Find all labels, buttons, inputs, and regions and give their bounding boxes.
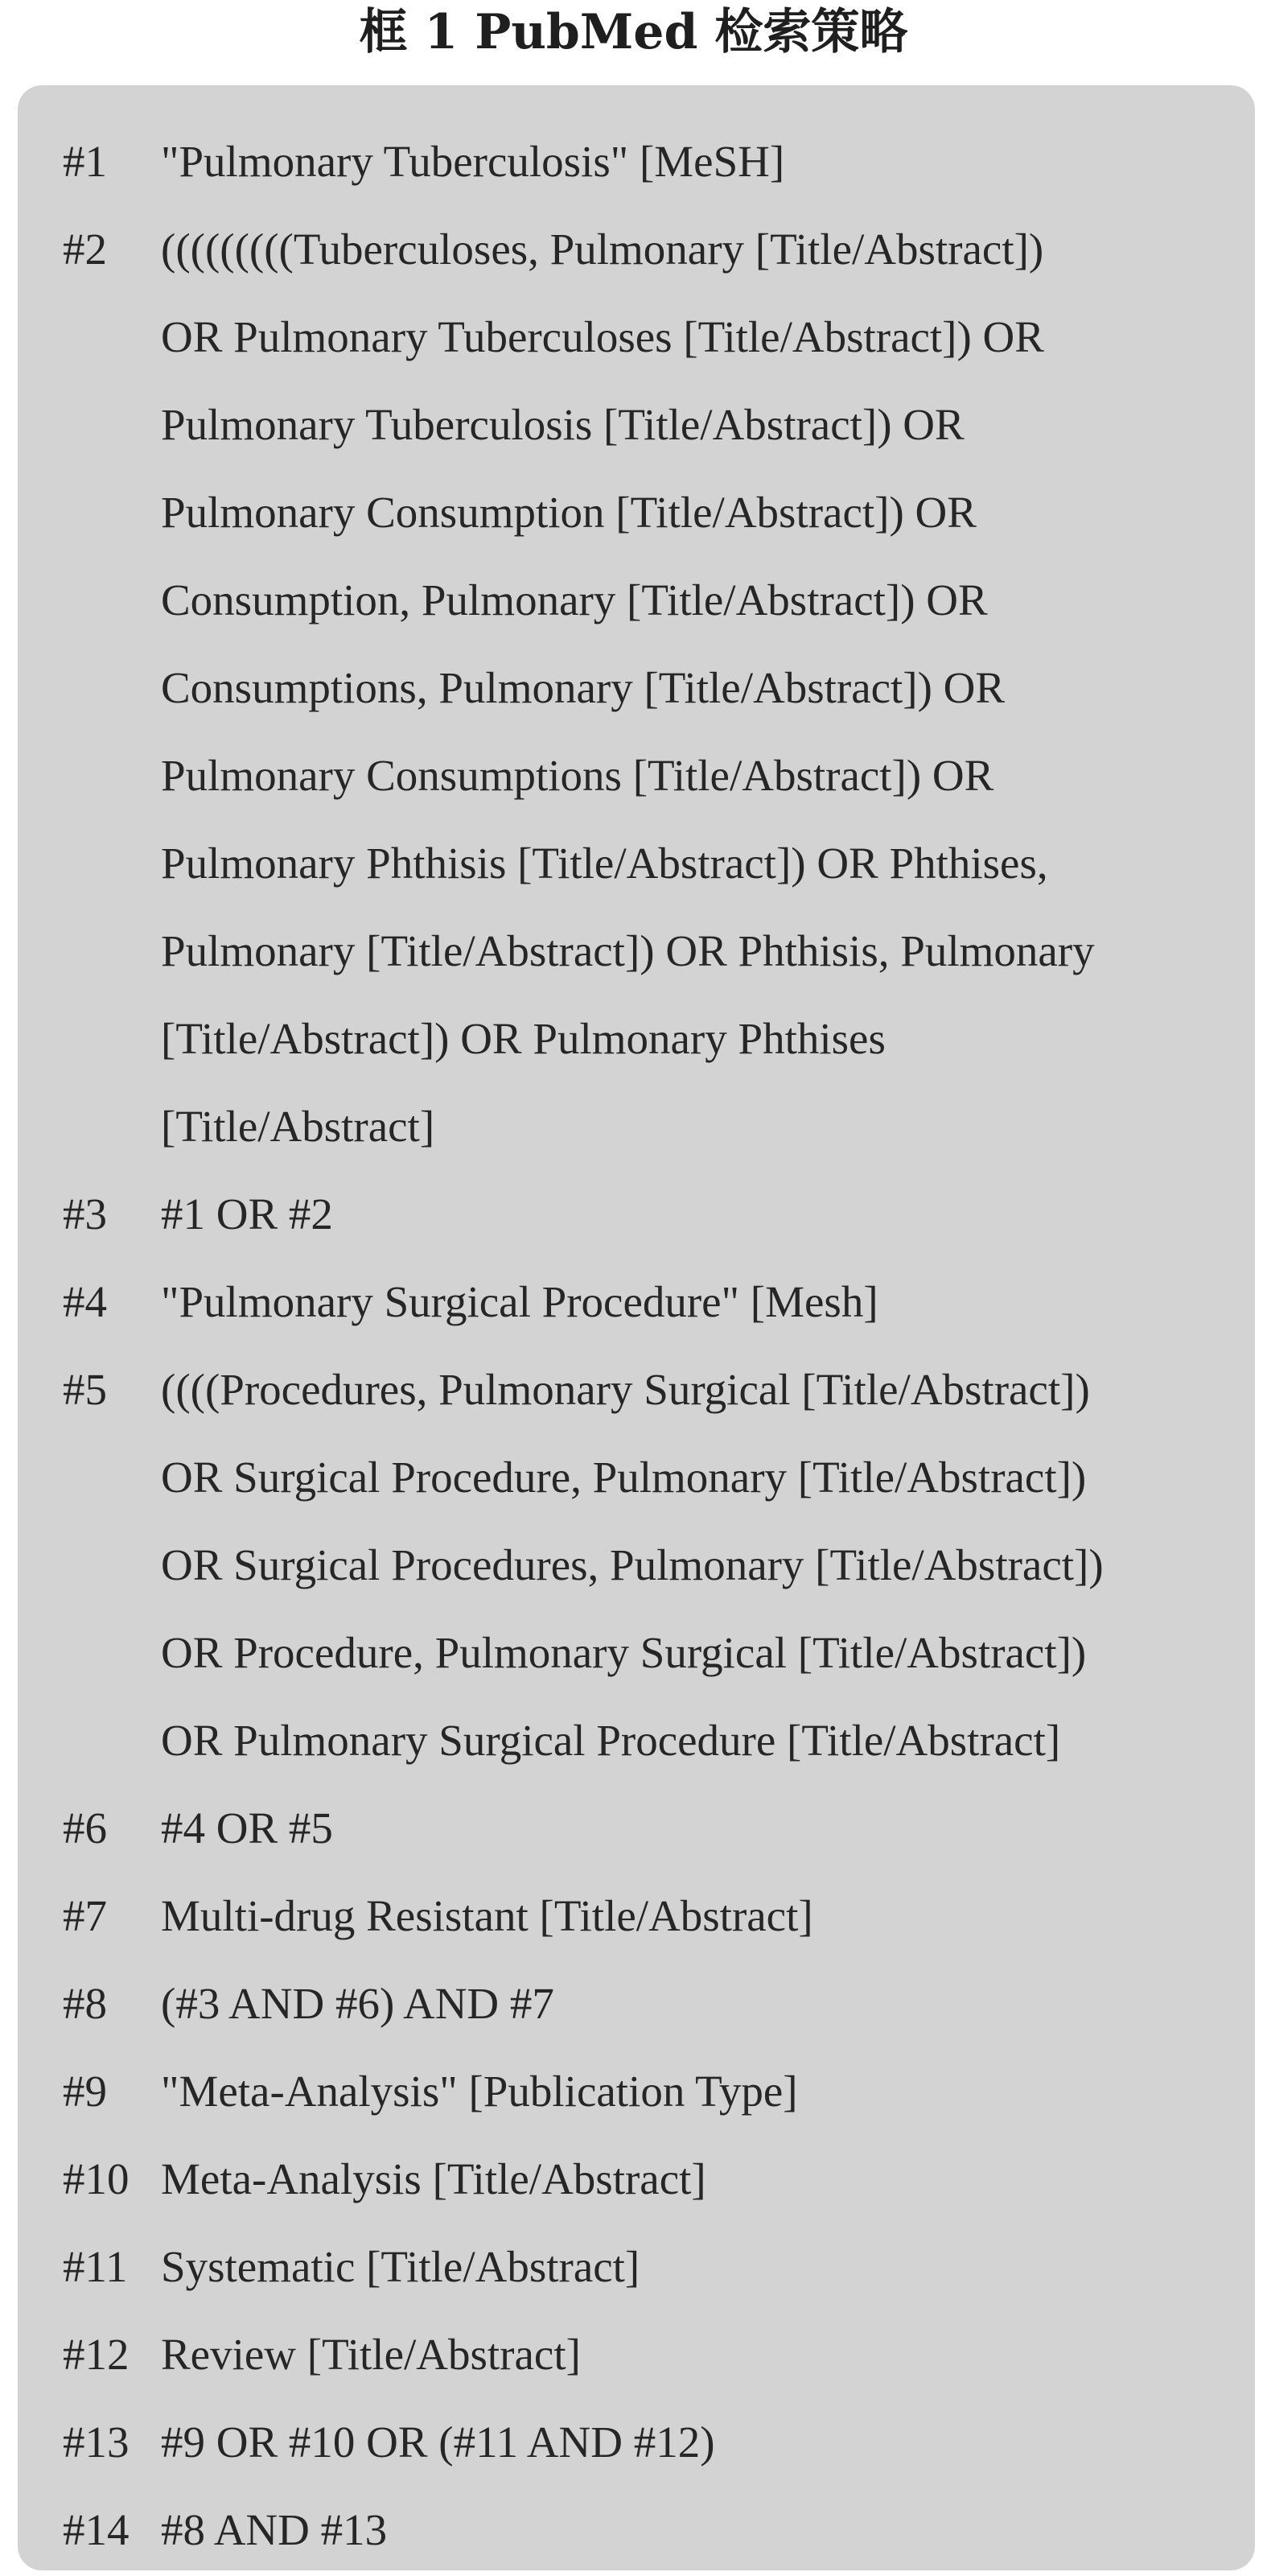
query-line: Meta-Analysis [Title/Abstract] xyxy=(161,2154,706,2203)
query-line: (((((((((Tuberculoses, Pulmonary [Title/Abstract]) xyxy=(161,225,1044,274)
step-number: #12 xyxy=(63,2330,130,2379)
box-title: 框 1 PubMed 检索策略 xyxy=(359,4,908,60)
search-step xyxy=(63,2310,1237,2398)
step-number: #8 xyxy=(63,1979,107,2028)
search-step xyxy=(63,2486,1237,2574)
step-query xyxy=(161,1872,1237,1960)
query-line: "Meta-Analysis" [Publication Type] xyxy=(161,2067,798,2116)
query-line: Pulmonary Consumption [Title/Abstract]) OR xyxy=(161,488,977,537)
query-line: Pulmonary [Title/Abstract]) OR Phthisis, Pulmonary xyxy=(161,926,1095,975)
search-step xyxy=(63,1960,1237,2047)
step-number: #6 xyxy=(63,1803,107,1853)
query-line: Review [Title/Abstract] xyxy=(161,2330,581,2379)
query-line: ((((Procedures, Pulmonary Surgical [Title/Abstract]) xyxy=(161,1365,1090,1414)
query-line: [Title/Abstract] xyxy=(161,1102,435,1151)
search-step xyxy=(63,2223,1237,2310)
query-line: OR Surgical Procedures, Pulmonary [Title/Abstract]) xyxy=(161,1540,1104,1589)
query-line: #9 OR #10 OR (#11 AND #12) xyxy=(161,2417,715,2467)
query-line: "Pulmonary Surgical Procedure" [Mesh] xyxy=(161,1277,878,1326)
query-line: Multi-drug Resistant [Title/Abstract] xyxy=(161,1891,813,1940)
step-number: #1 xyxy=(63,137,107,186)
query-line: Pulmonary Tuberculosis [Title/Abstract]) OR xyxy=(161,400,965,449)
step-number: #3 xyxy=(63,1189,107,1239)
step-number: #13 xyxy=(63,2417,130,2467)
step-query xyxy=(161,2223,1237,2310)
step-number: #2 xyxy=(63,225,107,274)
query-line: OR Pulmonary Tuberculoses [Title/Abstract]) OR xyxy=(161,312,1044,361)
step-number: #14 xyxy=(63,2505,130,2554)
query-line: Consumption, Pulmonary [Title/Abstract]) OR xyxy=(161,575,988,624)
search-step xyxy=(63,1872,1237,1960)
query-line: Systematic [Title/Abstract] xyxy=(161,2242,640,2291)
step-query xyxy=(161,117,1237,205)
step-query xyxy=(161,1960,1237,2047)
query-line: OR Procedure, Pulmonary Surgical [Title/Abstract]) xyxy=(161,1628,1087,1677)
query-line: OR Surgical Procedure, Pulmonary [Title/Abstract]) xyxy=(161,1453,1087,1502)
step-query xyxy=(161,2486,1237,2574)
step-query xyxy=(161,1258,1237,1346)
query-line: Consumptions, Pulmonary [Title/Abstract]) OR xyxy=(161,663,1006,712)
query-line: #4 OR #5 xyxy=(161,1803,333,1853)
search-step xyxy=(63,2398,1237,2486)
step-number: #4 xyxy=(63,1277,107,1326)
query-line: [Title/Abstract]) OR Pulmonary Phthises xyxy=(161,1014,886,1063)
query-line: #8 AND #13 xyxy=(161,2505,388,2554)
search-step xyxy=(63,1258,1237,1346)
search-step xyxy=(63,1346,1237,1784)
step-query xyxy=(161,1784,1237,1872)
step-number: #11 xyxy=(63,2242,128,2291)
query-line: "Pulmonary Tuberculosis" [MeSH] xyxy=(161,137,785,186)
search-step xyxy=(63,2047,1237,2135)
query-line: Pulmonary Consumptions [Title/Abstract]) OR xyxy=(161,751,994,800)
search-step xyxy=(63,117,1237,205)
query-line: #1 OR #2 xyxy=(161,1189,333,1239)
search-step xyxy=(63,2135,1237,2223)
query-line: (#3 AND #6) AND #7 xyxy=(161,1979,554,2028)
search-step xyxy=(63,205,1237,1170)
search-step xyxy=(63,1170,1237,1258)
step-number: #10 xyxy=(63,2154,130,2203)
search-strategy-panel xyxy=(18,85,1255,2570)
step-query xyxy=(161,1346,1237,1784)
step-query xyxy=(161,205,1237,1170)
step-query xyxy=(161,2310,1237,2398)
step-query xyxy=(161,1170,1237,1258)
search-step xyxy=(63,1784,1237,1872)
query-line: OR Pulmonary Surgical Procedure [Title/Abstract] xyxy=(161,1716,1061,1765)
step-query xyxy=(161,2047,1237,2135)
step-query xyxy=(161,2398,1237,2486)
step-number: #5 xyxy=(63,1365,107,1414)
step-number: #9 xyxy=(63,2067,107,2116)
query-line: Pulmonary Phthisis [Title/Abstract]) OR Phthises, xyxy=(161,839,1048,888)
step-query xyxy=(161,2135,1237,2223)
step-number: #7 xyxy=(63,1891,107,1940)
search-step-list xyxy=(63,117,1237,2574)
